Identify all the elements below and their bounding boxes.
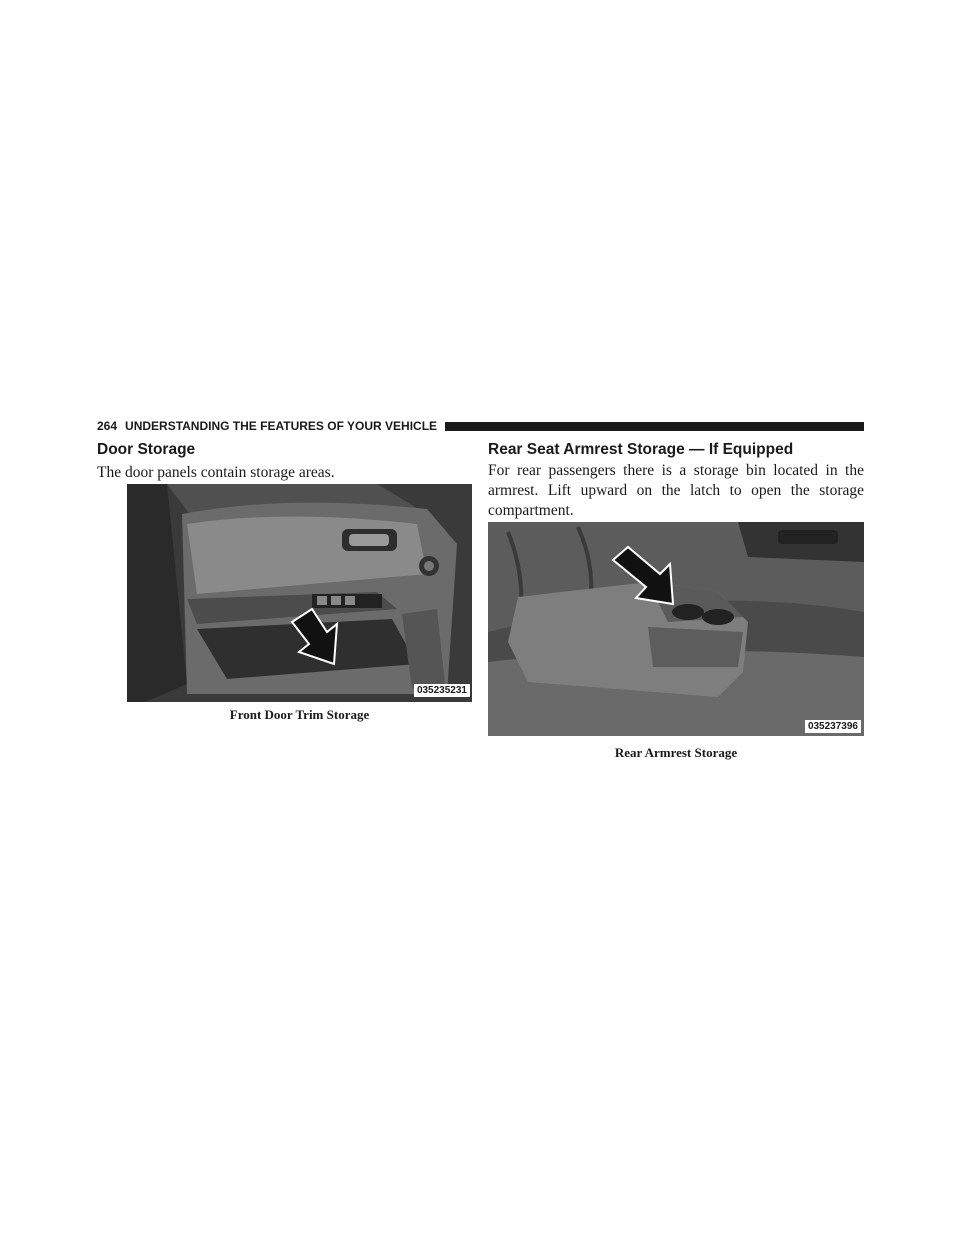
chapter-title: UNDERSTANDING THE FEATURES OF YOUR VEHICLE — [125, 419, 438, 433]
front-figure-caption: Front Door Trim Storage — [229, 707, 370, 722]
figure-id: 035237396 — [805, 720, 861, 733]
front-door-trim-image — [127, 484, 472, 702]
header-rule — [445, 422, 864, 431]
armrest-storage-text: For rear passengers there is a storage bin located in the armrest. Lift upward on the latch to open the storage compartment. — [488, 462, 864, 519]
door-storage-heading: Door Storage — [97, 441, 196, 458]
rear-figure-caption: Rear Armrest Storage — [614, 745, 738, 760]
door-storage-text: The door panels contain storage areas. — [97, 464, 335, 481]
armrest-storage-heading: Rear Seat Armrest Storage — If Equipped — [488, 441, 794, 458]
page-header — [97, 418, 864, 434]
page-number: 264 — [97, 419, 118, 433]
rear-armrest-image — [488, 522, 864, 736]
figure-id: 035235231 — [414, 684, 470, 697]
